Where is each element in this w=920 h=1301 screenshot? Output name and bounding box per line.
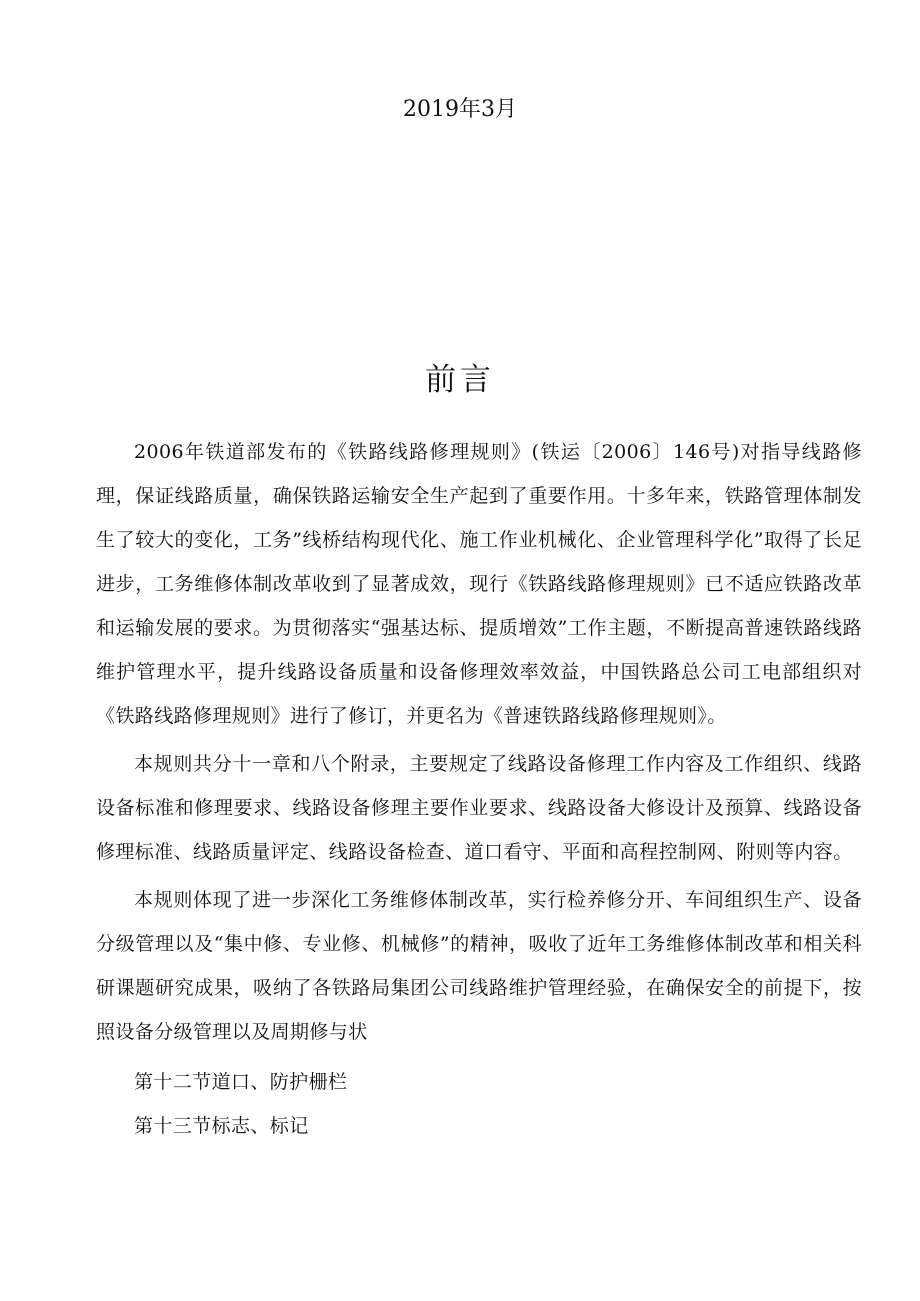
document-date: 2019年3月 (403, 97, 517, 122)
preface-body (96, 430, 862, 1148)
preface-paragraph-1: 2006年铁道部发布的《铁路线路修理规则》(铁运〔2006〕146号)对指导线路修理，保证线路质量，确保铁路运输安全生产起到了重要作用。十多年来，铁路管理体制发生了较大的变化，工务”线桥结构现代化、施工作业机械化、企业管理科学化”取得了长足进步，工务维修体制改革收到了显著成效，现行《铁路线路修理规则》已不适应铁路改革和运输发展的要求。为贯彻落实“强基达标、提质增效”工作主题，不断提高普速铁路线路维护管理水平，提升线路设备质量和设备修理效率效益，中国铁路总公司工电部组织对《铁路线路修理规则》进行了修订，并更名为《普速铁路线路修理规则》。 (96, 441, 862, 727)
preface-paragraph-2: 本规则共分十一章和八个附录，主要规定了线路设备修理工作内容及工作组织、线路设备标准和修理要求、线路设备修理主要作业要求、线路设备大修设计及预算、线路设备修理标准、线路质量评定、线路设备检查、道口看守、平面和高程控制网、附则等内容。 (96, 753, 862, 863)
preface-heading: 前言 (425, 362, 495, 398)
section-heading-13: 第十三节标志、标记 (134, 1115, 309, 1137)
section-heading-12: 第十二节道口、防护栅栏 (134, 1071, 348, 1093)
preface-paragraph-3: 本规则体现了进一步深化工务维修体制改革，实行检养修分开、车间组织生产、设备分级管理以及“集中修、专业修、机械修”的精神，吸收了近年工务维修体制改革和相关科研课题研究成果，吸纳了各铁路局集团公司线路维护管理经验，在确保安全的前提下，按照设备分级管理以及周期修与状 (96, 889, 862, 1043)
